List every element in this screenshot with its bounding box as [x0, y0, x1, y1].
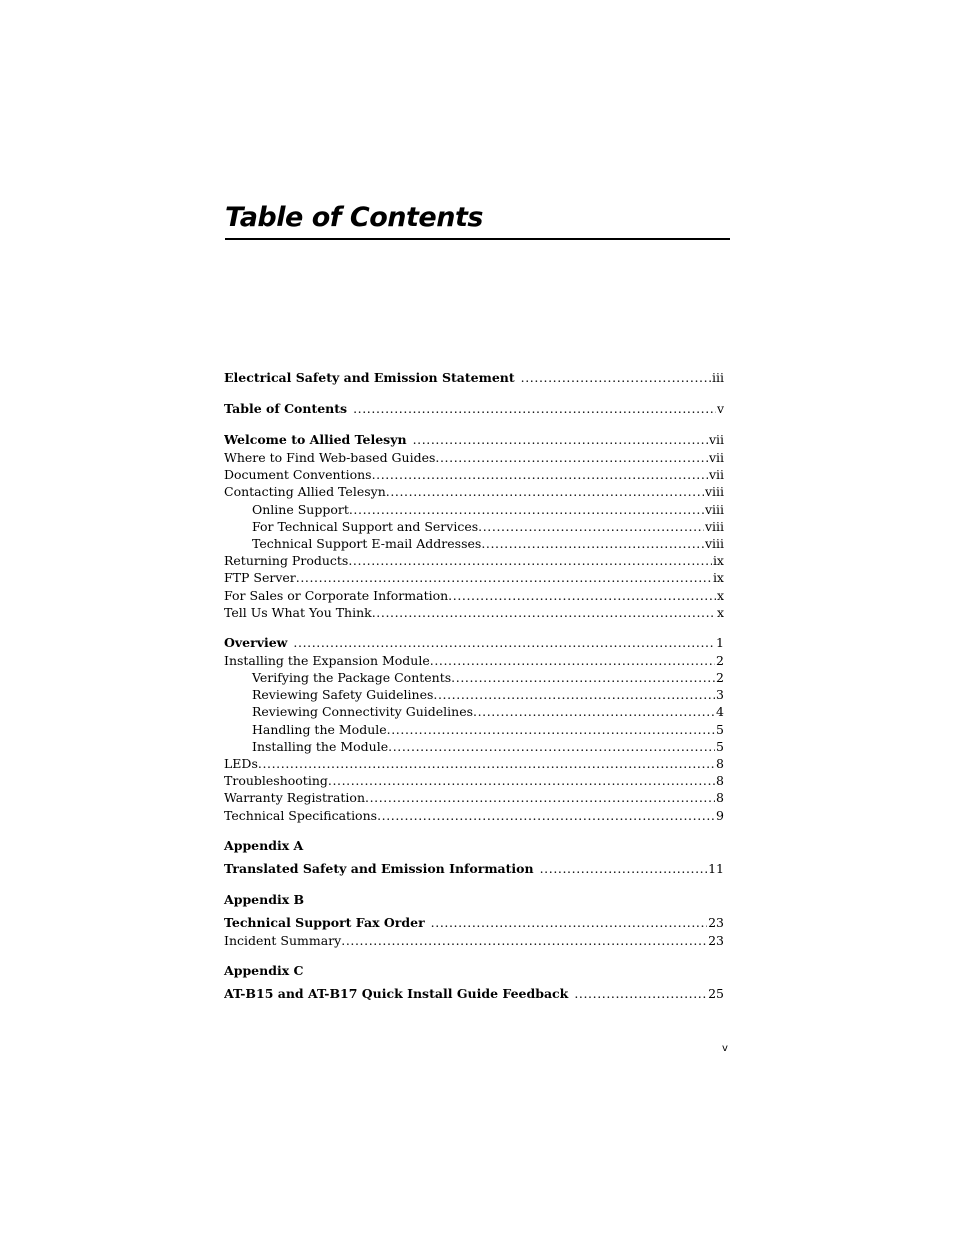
toc-entry-label: Welcome to Allied Telesyn [224, 432, 407, 447]
table-of-contents [224, 369, 724, 1003]
toc-entry-overview[interactable] [224, 634, 724, 652]
toc-entry-page: x [716, 587, 724, 603]
toc-entry[interactable] [224, 449, 724, 466]
toc-entry-page: viii [704, 518, 724, 534]
appendix-c-heading: Appendix C [224, 962, 304, 978]
toc-entry-page: 8 [716, 756, 724, 771]
toc-entry-label: Where to Find Web-based Guides [224, 450, 436, 465]
dot-leader [296, 569, 712, 586]
toc-entry-page: 23 [708, 914, 724, 930]
dot-leader [372, 466, 708, 483]
toc-entry-page: 8 [716, 790, 724, 806]
dot-leader [481, 535, 704, 552]
toc-entry[interactable] [224, 772, 724, 789]
toc-entry-label: Document Conventions [224, 467, 372, 483]
toc-entry-label: Installing the Module [252, 738, 389, 754]
toc-entry-label: Returning Products [224, 553, 349, 569]
toc-entry-appendix-b[interactable] [224, 914, 724, 932]
toc-entry[interactable] [224, 738, 724, 755]
toc-entry[interactable] [224, 789, 724, 806]
dot-leader [448, 587, 716, 604]
appendix-a-heading: Appendix A [224, 837, 304, 853]
dot-leader [435, 449, 708, 466]
toc-entry-label: Technical Support E-mail Addresses [252, 535, 482, 551]
toc-entry[interactable] [224, 932, 724, 949]
dot-leader [473, 703, 715, 720]
toc-entry-welcome[interactable] [224, 431, 724, 449]
toc-entry-page: 2 [716, 670, 724, 686]
toc-entry-label: For Technical Support and Services [252, 518, 479, 534]
toc-entry[interactable] [224, 569, 724, 586]
dot-leader [387, 721, 715, 738]
toc-entry[interactable] [224, 483, 724, 500]
toc-entry-page: ix [712, 570, 724, 586]
toc-entry-label: FTP Server [224, 570, 296, 586]
toc-entry-safety[interactable] [224, 369, 724, 387]
toc-entry-page: viii [704, 501, 724, 517]
dot-leader [328, 772, 715, 789]
toc-entry-page: 1 [716, 634, 724, 650]
dot-leader [388, 738, 715, 755]
dot-leader [365, 789, 715, 806]
toc-entry-page: 23 [708, 932, 724, 948]
dot-leader [349, 501, 704, 518]
toc-entry[interactable] [224, 652, 724, 669]
dot-leader [430, 652, 715, 669]
toc-entry-contents[interactable] [224, 400, 724, 418]
toc-entry[interactable] [224, 518, 724, 535]
dot-leader [451, 669, 715, 686]
toc-entry-label: Incident Summary [224, 932, 342, 948]
toc-entry-page: 8 [716, 773, 724, 789]
toc-entry-page: viii [704, 535, 724, 551]
dot-leader [433, 686, 715, 703]
dot-leader [478, 518, 704, 535]
dot-leader [377, 807, 715, 824]
toc-entry-label: Online Support [252, 501, 349, 517]
toc-entry-appendix-c[interactable] [224, 985, 724, 1003]
toc-entry-label: Warranty Registration [224, 790, 365, 806]
toc-entry-page: 5 [716, 738, 724, 754]
dot-leader [540, 860, 707, 878]
page-title: Table of Contents [225, 200, 730, 240]
toc-entry-label: Contacting Allied Telesyn [224, 484, 386, 500]
dot-leader [521, 369, 711, 387]
toc-entry-label: For Sales or Corporate Information [224, 587, 449, 603]
toc-entry[interactable] [224, 552, 724, 569]
toc-entry-label: Electrical Safety and Emission Statement [224, 370, 515, 385]
toc-entry[interactable] [224, 535, 724, 552]
page-number: v [722, 1043, 728, 1054]
toc-entry-label: Installing the Expansion Module [224, 652, 430, 668]
appendix-b-heading: Appendix B [224, 891, 305, 907]
dot-leader [348, 552, 712, 569]
toc-entry[interactable] [224, 466, 724, 483]
toc-entry-page: 5 [716, 721, 724, 737]
dot-leader [413, 431, 708, 449]
dot-leader [293, 634, 715, 652]
toc-entry[interactable] [224, 721, 724, 738]
dot-leader [574, 985, 707, 1003]
toc-entry-label: Tell Us What You Think [224, 604, 372, 620]
toc-entry-label: Overview [224, 634, 288, 650]
toc-entry-page: 9 [716, 807, 724, 823]
toc-entry-label: Technical Support Fax Order [224, 914, 425, 930]
toc-entry-label: Handling the Module [252, 721, 387, 737]
toc-entry-page: 2 [716, 652, 724, 668]
toc-entry-page: v [716, 401, 724, 416]
dot-leader [372, 604, 716, 621]
toc-entry[interactable] [224, 587, 724, 604]
toc-entry[interactable] [224, 755, 724, 772]
toc-entry[interactable] [224, 703, 724, 720]
toc-entry-label: Technical Specifications [224, 807, 378, 823]
toc-entry-page: 3 [716, 687, 724, 703]
toc-entry[interactable] [224, 686, 724, 703]
toc-entry-page: 4 [716, 704, 724, 720]
toc-entry[interactable] [224, 604, 724, 621]
toc-entry[interactable] [224, 807, 724, 824]
toc-entry-label: Table of Contents [224, 401, 348, 416]
toc-entry-label: Translated Safety and Emission Information [224, 860, 534, 876]
toc-entry-page: vii [708, 450, 724, 465]
toc-entry-page: vii [708, 432, 724, 447]
toc-entry-label: LEDs [224, 756, 258, 771]
toc-entry-page: viii [704, 484, 724, 500]
toc-entry-appendix-a[interactable] [224, 860, 724, 878]
toc-entry-label: Reviewing Safety Guidelines [252, 687, 434, 703]
toc-entry-page: 11 [708, 860, 724, 876]
toc-entry-label: Troubleshooting [224, 773, 328, 789]
dot-leader [341, 932, 707, 949]
toc-entry-page: 25 [708, 985, 724, 1001]
dot-leader [353, 400, 716, 418]
dot-leader [386, 483, 704, 500]
toc-entry-page: vii [708, 467, 724, 483]
toc-entry-page: iii [712, 370, 724, 385]
toc-entry-page: x [716, 604, 724, 620]
dot-leader [258, 755, 715, 772]
dot-leader [431, 914, 707, 932]
toc-entry-label: AT-B15 and AT-B17 Quick Install Guide Feedback [224, 985, 569, 1001]
toc-entry-page: ix [712, 553, 724, 569]
toc-entry-label: Verifying the Package Contents [252, 670, 452, 686]
toc-entry-label: Reviewing Connectivity Guidelines [252, 704, 474, 720]
toc-entry[interactable] [224, 669, 724, 686]
toc-entry[interactable] [224, 501, 724, 518]
